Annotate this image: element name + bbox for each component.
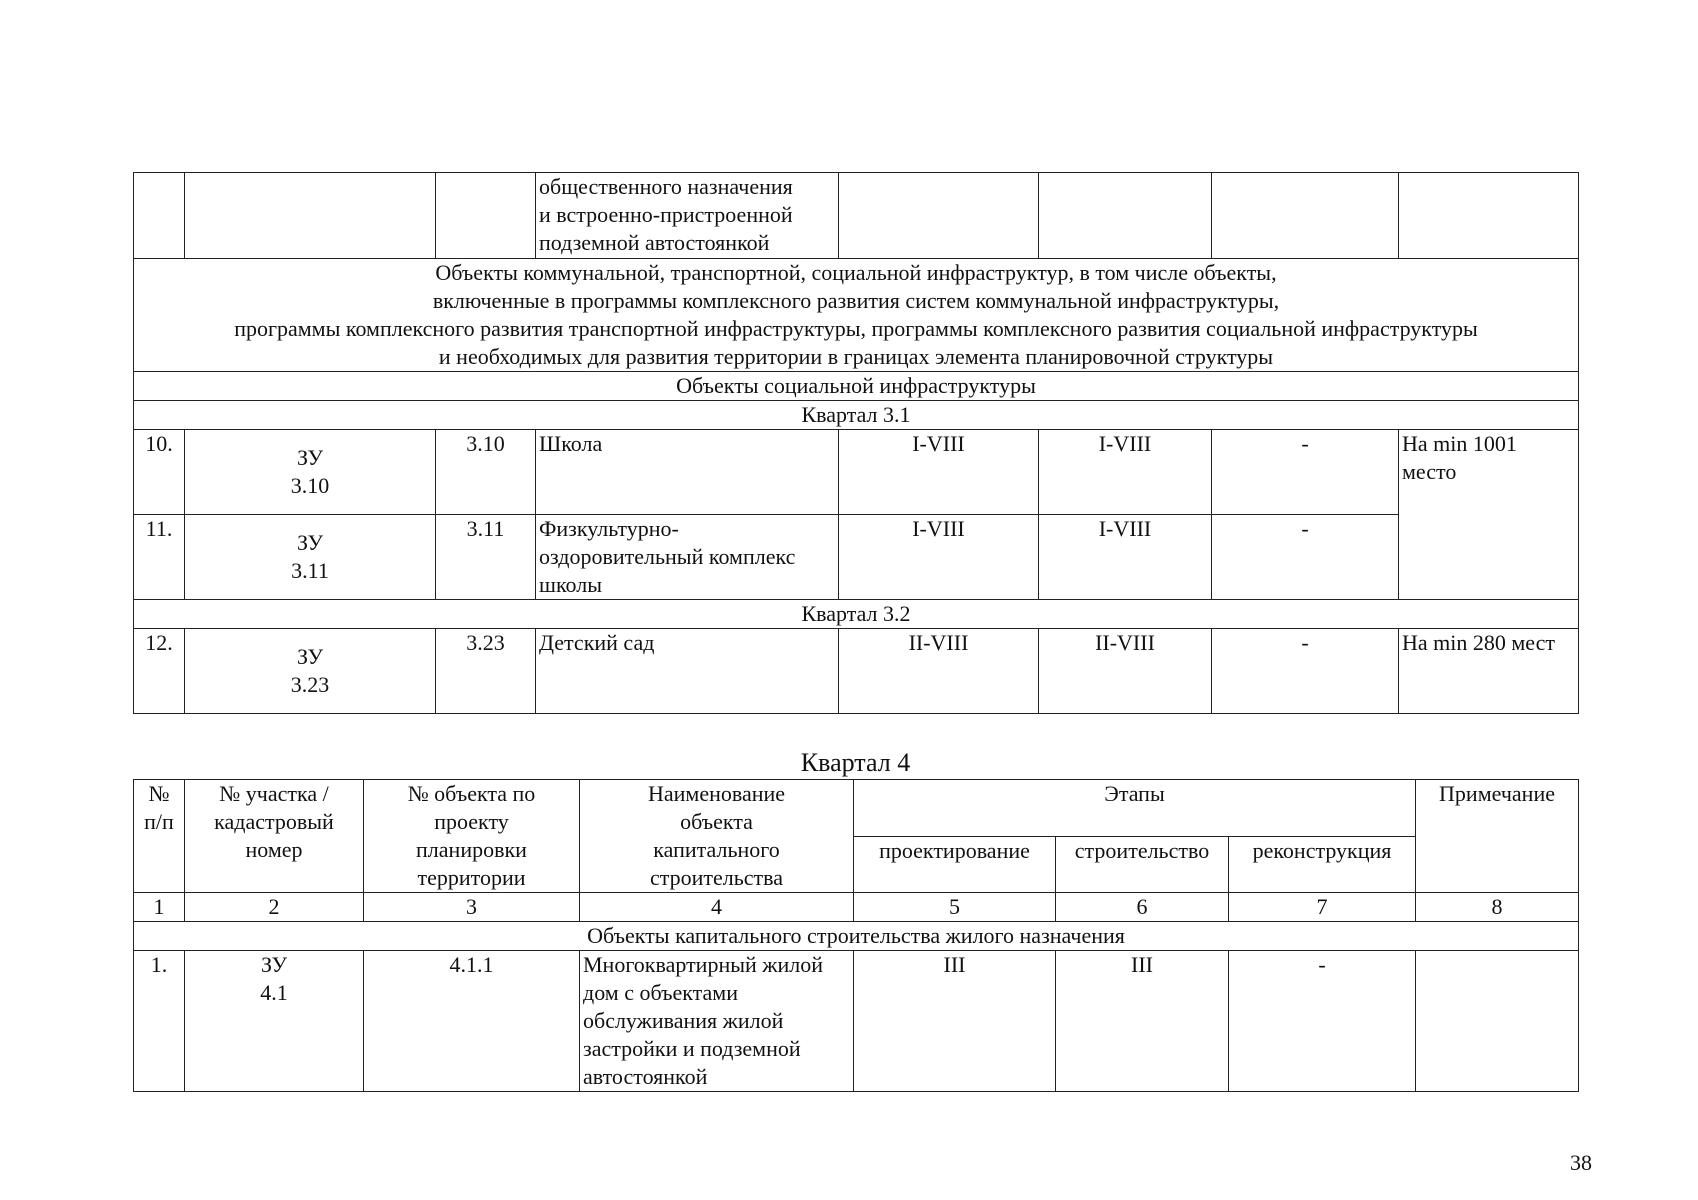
name-line: застройки и подземной xyxy=(583,1036,801,1061)
kvartal-title: Квартал 3.2 xyxy=(134,600,1579,629)
section-title-line: Объекты коммунальной, транспортной, социальной инфраструктур, в том числе объекты, xyxy=(435,260,1277,285)
section-title-line: включенные в программы комплексного развития систем коммунальной инфраструктуры, xyxy=(432,288,1280,313)
table-row xyxy=(134,173,1579,259)
stage-recon: - xyxy=(1212,430,1399,515)
note-line: место xyxy=(1402,459,1457,484)
header-line: номер xyxy=(245,837,303,862)
kvartal-title: Квартал 3.1 xyxy=(134,401,1579,430)
plot-number xyxy=(185,629,436,714)
plot-number xyxy=(185,951,364,1092)
note-cell xyxy=(1416,951,1579,1092)
row-number: 12. xyxy=(134,629,185,714)
header-num xyxy=(134,780,185,893)
header-line: объекта xyxy=(680,809,753,834)
object-number: 3.10 xyxy=(436,430,536,515)
column-number: 6 xyxy=(1056,893,1229,922)
object-name xyxy=(580,951,854,1092)
plot-number xyxy=(185,430,436,515)
row-number: 11. xyxy=(134,515,185,600)
stage-design: I-VIII xyxy=(839,515,1039,600)
plot-code: 3.11 xyxy=(291,558,329,583)
stage-recon: - xyxy=(1212,629,1399,714)
header-line: Наименование xyxy=(647,781,786,806)
header-line: № участка / xyxy=(219,781,329,806)
object-number: 3.23 xyxy=(436,629,536,714)
header-line: проекту xyxy=(434,809,509,834)
column-number: 1 xyxy=(134,893,185,922)
header-object-name xyxy=(580,780,854,893)
section-row xyxy=(134,922,1579,951)
stage-design: I-VIII xyxy=(839,430,1039,515)
stage-design: III xyxy=(854,951,1056,1092)
table-kvartal-3 xyxy=(133,172,1579,714)
column-number: 5 xyxy=(854,893,1056,922)
plot-prefix: ЗУ xyxy=(260,952,288,977)
table-cell xyxy=(1212,173,1399,259)
note-cell: На min 280 мест xyxy=(1399,629,1579,714)
table-row xyxy=(134,951,1579,1092)
header-recon: реконструкция xyxy=(1229,836,1416,893)
header-plot xyxy=(185,780,364,893)
header-line: планировки xyxy=(416,837,527,862)
stage-recon: - xyxy=(1212,515,1399,600)
stage-build: I-VIII xyxy=(1039,430,1212,515)
plot-code: 4.1 xyxy=(260,980,288,1005)
section-title-line: программы комплексного развития транспортной инфраструктуры, программы комплексного развития социальной инфраструктуры xyxy=(234,316,1478,341)
column-number: 4 xyxy=(580,893,854,922)
plot-code: 3.23 xyxy=(290,672,330,697)
table-cell xyxy=(536,173,839,259)
header-line: № xyxy=(148,781,170,806)
header-build: строительство xyxy=(1056,836,1229,893)
header-line: кадастровый xyxy=(214,809,334,834)
kvartal-row xyxy=(134,600,1579,629)
plot-prefix: ЗУ xyxy=(296,445,324,470)
row-number: 1. xyxy=(134,951,185,1092)
plot-code: 3.10 xyxy=(290,473,330,498)
table-cell xyxy=(1039,173,1212,259)
cell-line: и встроенно-пристроенной xyxy=(539,202,793,227)
plot-number xyxy=(185,515,436,600)
table-row xyxy=(134,515,1579,600)
header-line: № объекта по xyxy=(407,781,536,806)
stage-design: II-VIII xyxy=(839,629,1039,714)
section-title xyxy=(134,259,1579,372)
table-row xyxy=(134,629,1579,714)
name-line: школы xyxy=(539,572,602,597)
table-cell xyxy=(185,173,436,259)
cell-line: подземной автостоянкой xyxy=(539,230,770,255)
header-line: п/п xyxy=(144,809,174,834)
header-design: проектирование xyxy=(854,836,1056,893)
name-line: Многоквартирный жилой xyxy=(583,952,824,977)
name-line: дом с объектами xyxy=(583,980,738,1005)
section-title: Объекты капитального строительства жилого назначения xyxy=(134,922,1579,951)
header-line: строительства xyxy=(649,865,784,890)
name-line: Физкультурно- xyxy=(539,516,679,541)
object-name xyxy=(536,515,839,600)
stage-recon: - xyxy=(1229,951,1416,1092)
column-number: 7 xyxy=(1229,893,1416,922)
column-number: 8 xyxy=(1416,893,1579,922)
header-line: территории xyxy=(417,865,526,890)
plot-prefix: ЗУ xyxy=(296,644,324,669)
cell-line: общественного назначения xyxy=(539,174,793,199)
section-title-line: и необходимых для развития территории в границах элемента планировочной структуры xyxy=(438,344,1274,369)
table-cell xyxy=(436,173,536,259)
note-cell xyxy=(1399,430,1579,600)
header-object-number xyxy=(364,780,580,893)
header-note: Примечание xyxy=(1416,780,1579,893)
plot-prefix: ЗУ xyxy=(296,530,324,555)
subsection-row xyxy=(134,372,1579,401)
table-kvartal-4 xyxy=(133,779,1579,1092)
subsection-title: Объекты социальной инфраструктуры xyxy=(134,372,1579,401)
column-number: 3 xyxy=(364,893,580,922)
section-row xyxy=(134,259,1579,372)
object-name: Детский сад xyxy=(536,629,839,714)
column-number: 2 xyxy=(185,893,364,922)
object-number: 3.11 xyxy=(436,515,536,600)
stage-build: II-VIII xyxy=(1039,629,1212,714)
table-cell xyxy=(134,173,185,259)
kvartal-4-title: Квартал 4 xyxy=(800,748,911,777)
header-stages: Этапы xyxy=(854,780,1416,837)
stage-build: I-VIII xyxy=(1039,515,1212,600)
kvartal-row xyxy=(134,401,1579,430)
name-line: обслуживания жилой xyxy=(583,1008,784,1033)
table-cell xyxy=(839,173,1039,259)
table-row xyxy=(134,430,1579,515)
name-line: автостоянкой xyxy=(583,1064,708,1089)
object-number: 4.1.1 xyxy=(364,951,580,1092)
header-row xyxy=(134,780,1579,837)
object-name: Школа xyxy=(536,430,839,515)
column-numbers-row xyxy=(134,893,1579,922)
page-number: 38 xyxy=(1570,1150,1592,1175)
note-line: На min 1001 xyxy=(1402,431,1517,456)
row-number: 10. xyxy=(134,430,185,515)
table-cell xyxy=(1399,173,1579,259)
stage-build: III xyxy=(1056,951,1229,1092)
header-line: капитального xyxy=(653,837,780,862)
name-line: оздоровительный комплекс xyxy=(539,544,796,569)
